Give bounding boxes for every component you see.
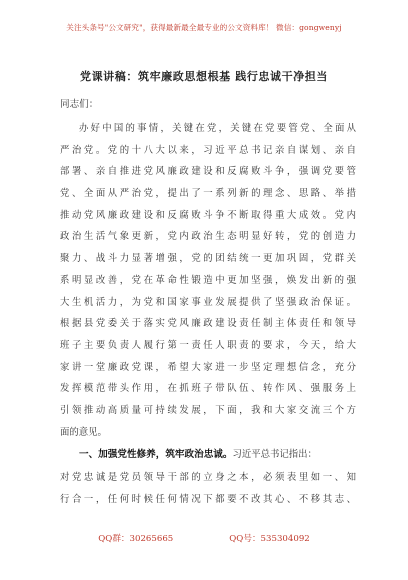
promo-header: 关注头条号"公文研究"，获得最新最全最专业的公文资料库！ 微信：gongwenyj: [66, 23, 342, 32]
salutation: 同志们：: [60, 99, 99, 110]
body-line: 根据县党委关于落实党风廉政建设责任制主体责任和领导: [60, 318, 356, 330]
body-line: 系明显改善，党在革命性锻造中更加坚强，焕发出新的强: [60, 274, 356, 286]
body-line: 办好中国的事情，关键在党，关键在党要管党、全面从: [79, 123, 356, 134]
body-line: 推动党风廉政建设和反腐败斗争不断取得重大成效。党内: [60, 209, 356, 221]
section-heading: 一、加强党性修养，筑牢政治忠诚。: [79, 449, 233, 461]
body-line: 大生机活力，为党和国家事业发展提供了坚强政治保证。: [60, 296, 356, 308]
section-heading-rest: 习近平总书记指出：: [232, 449, 317, 461]
qq-group: QQ群：30265665: [98, 534, 174, 544]
body-line: 聚力、战斗力显著增强，党的团结统一更加巩固，党群关: [60, 253, 356, 265]
body-line: 严治党。党的十八大以来，习近平总书记亲自谋划、亲自: [60, 144, 356, 156]
body-line: 家讲一堂廉政党课，希望大家进一步坚定理想信念，充分: [60, 361, 356, 373]
section-line: 对党忠诚是党员领导干部的立身之本，必须表里如一、知: [60, 472, 356, 484]
body-line: 面的意见。: [60, 426, 107, 438]
qq-number: QQ号：535304092: [229, 534, 310, 544]
body-line: 政治生活气象更新，党内政治生态明显好转，党的创造力: [60, 231, 356, 243]
section-heading-line: [60, 443, 356, 467]
body-line: 党、全面从严治党，提出了一系列新的理念、思路、举措: [60, 188, 356, 200]
document-body: [60, 118, 356, 511]
body-line: 引领推动高质量可持续发展，下面，我和大家交流三个方: [60, 404, 356, 416]
contact-footer: [0, 532, 408, 544]
body-line: 班子主要负责人履行第一责任人职责的要求，今天，给大: [60, 339, 356, 351]
body-line: 发挥模范带头作用，在抓班子带队伍、转作风、强服务上: [60, 383, 356, 395]
body-line: 部署、亲自推进党风廉政建设和反腐败斗争，强调党要管: [60, 166, 356, 178]
document-title: 党课讲稿：筑牢廉政思想根基 践行忠诚干净担当: [79, 70, 329, 83]
section-line: 行合一，任何时候任何情况下都要不改其心、不移其志、: [60, 494, 356, 505]
